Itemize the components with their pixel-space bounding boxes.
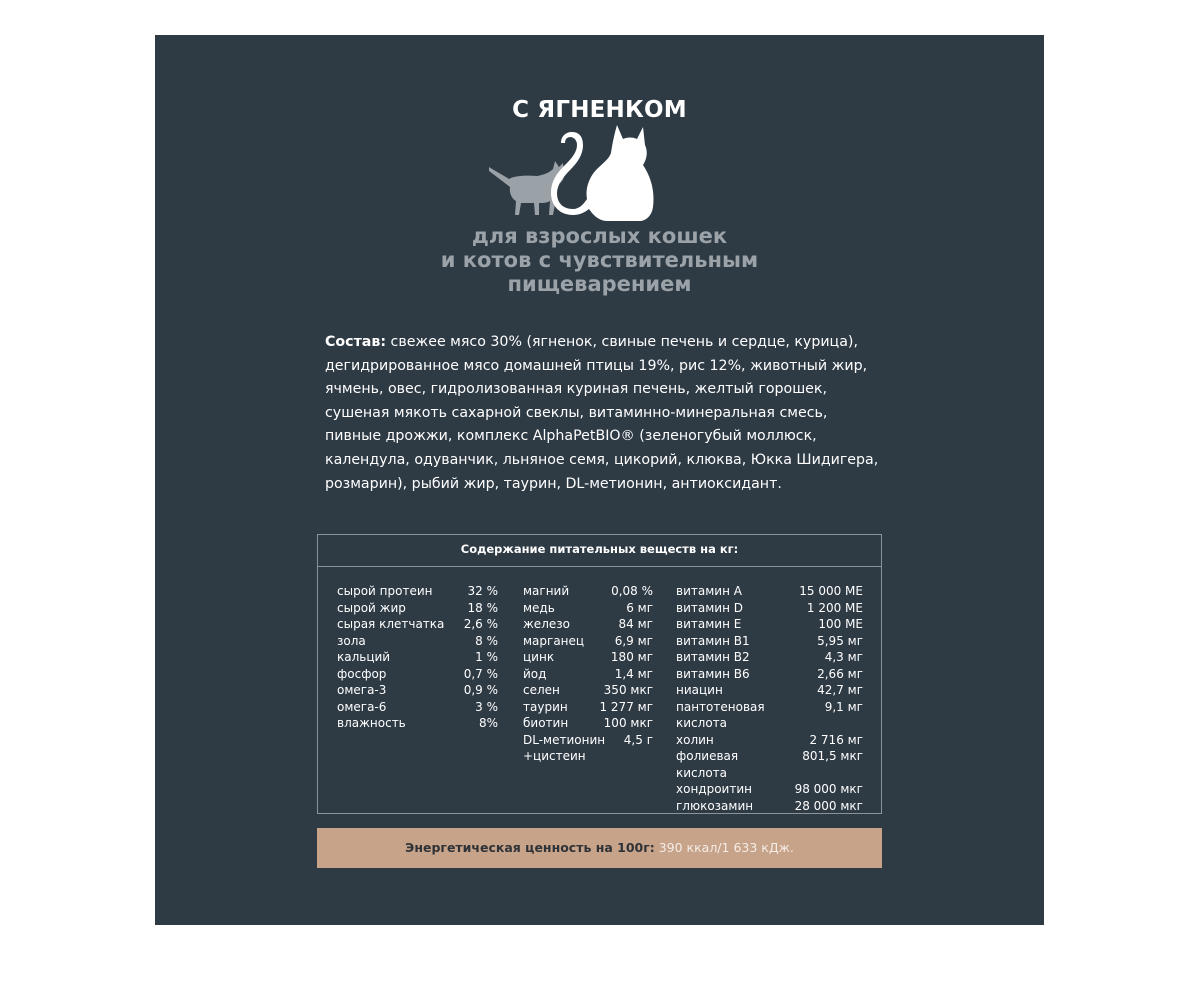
nutrient-value: 1,4 мг	[614, 666, 653, 681]
nutrient-value: 6,9 мг	[614, 633, 653, 648]
nutrient-name: витамин B6	[676, 666, 750, 681]
nutrient-value: 1 %	[475, 650, 498, 664]
energy-value: 390 ккал/1 633 кДж.	[654, 840, 794, 855]
nutrient-value: 42,7 мг	[817, 683, 863, 697]
nutrient-value: 4,3 мг	[824, 650, 863, 664]
table-row	[676, 798, 863, 815]
nutrient-name: пантотеновая кислота	[676, 699, 765, 730]
table-row	[337, 715, 498, 732]
nutrient-value: 18 %	[467, 600, 498, 615]
subtitle-line: пищеварением	[507, 272, 692, 296]
table-row	[676, 732, 863, 749]
nutrient-name: фосфор	[337, 666, 387, 681]
table-row	[523, 616, 653, 633]
nutrient-name: сырой протеин	[337, 584, 433, 598]
table-row	[676, 666, 863, 683]
table-row	[523, 682, 653, 699]
table-row	[523, 649, 653, 666]
nutrient-value: 0,08 %	[611, 584, 653, 598]
table-row	[676, 633, 863, 650]
nutrients-title: Содержание питательных веществ на кг:	[460, 542, 739, 556]
nutrient-name: витамин A	[676, 584, 742, 598]
table-row	[337, 666, 498, 683]
nutrient-value: 0,9 %	[463, 683, 498, 697]
table-row	[676, 649, 863, 666]
nutrient-name: магний	[523, 584, 570, 598]
nutrient-value: 100 мкг	[603, 716, 653, 730]
nutrient-value: 2,6 %	[463, 617, 498, 631]
nutrient-value: 9,1 мг	[824, 699, 863, 714]
nutrient-value: 100 МЕ	[818, 617, 863, 631]
table-row	[676, 748, 863, 781]
nutrient-name: влажность	[337, 716, 406, 730]
table-row	[523, 633, 653, 650]
nutrient-name: фолиевая кислота	[676, 749, 739, 780]
product-subtitle	[155, 224, 1044, 296]
nutrient-name: селен	[523, 683, 560, 697]
nutrient-name: витамин B2	[676, 650, 750, 664]
nutrient-name: холин	[676, 732, 714, 747]
cats-illustration	[485, 123, 685, 227]
nutrient-name: медь	[523, 600, 555, 615]
nutrient-name: сырой жир	[337, 600, 406, 615]
nutrient-value: 3 %	[475, 699, 498, 714]
product-title: С ЯГНЕНКОМ	[512, 97, 687, 123]
nutrient-name: хондроитин	[676, 782, 752, 796]
nutrient-value: 8 %	[475, 633, 498, 648]
nutrients-column-3	[676, 583, 863, 814]
nutrient-value: 2,66 мг	[817, 666, 863, 681]
table-row	[523, 600, 653, 617]
nutrient-name: омега-3	[337, 683, 387, 697]
nutrient-value: 4,5 г	[623, 732, 653, 747]
large-cat-icon	[551, 125, 654, 221]
table-row	[676, 682, 863, 699]
nutrient-value: 32 %	[467, 584, 498, 598]
table-row	[523, 715, 653, 732]
nutrients-column-1	[337, 583, 498, 732]
table-row	[523, 583, 653, 600]
nutrient-value: 1 277 мг	[599, 699, 653, 714]
product-panel	[155, 35, 1044, 925]
table-row	[523, 666, 653, 683]
table-row	[337, 699, 498, 716]
energy-label: Энергетическая ценность на 100г:	[405, 840, 655, 855]
nutrient-name: витамин E	[676, 617, 742, 631]
table-row	[337, 583, 498, 600]
nutrient-name: омега-6	[337, 699, 387, 714]
table-row	[337, 633, 498, 650]
nutrient-name: глюкозамин	[676, 798, 754, 813]
subtitle-line: и котов с чувствительным	[440, 248, 759, 272]
nutrient-value: 180 мг	[610, 650, 653, 664]
nutrient-value: 801,5 мкг	[802, 749, 863, 763]
energy-value-bar	[317, 828, 882, 868]
nutrient-name: биотин	[523, 716, 569, 730]
table-row	[523, 732, 653, 765]
nutrient-name: таурин	[523, 699, 568, 714]
table-row	[337, 682, 498, 699]
table-row	[676, 616, 863, 633]
nutrients-divider	[318, 566, 881, 567]
nutrient-name: DL-метионин +цистеин	[523, 732, 606, 763]
nutrient-name: витамин D	[676, 600, 743, 615]
nutrient-value: 1 200 МЕ	[806, 600, 863, 615]
composition-label: Состав:	[325, 334, 387, 350]
nutrient-value: 15 000 МЕ	[799, 584, 863, 598]
nutrients-table	[317, 534, 882, 814]
table-row	[676, 781, 863, 798]
composition-text	[325, 331, 885, 496]
composition-body: свежее мясо 30% (ягненок, свиные печень и сердце, курица), дегидрированное мясо домашней птицы 19%, рис 12%, животный жир, ячмень, овес, гидролизованная куриная печень, желтый горошек, сушеная мякоть сахарной свеклы, витаминно-минеральная смесь, пивные дрожжи, комплекс AlphaPetBIO® (зеленогубый моллюск, календула, одуванчик, льняное семя, цикорий, клюква, Юкка Шидигера, розмарин), рыбий жир, таурин, DL-метионин, антиоксидант.	[325, 334, 879, 492]
nutrient-value: 350 мкг	[603, 683, 653, 697]
nutrient-value: 28 000 мкг	[794, 798, 863, 813]
nutrient-name: зола	[337, 633, 366, 648]
nutrient-value: 0,7 %	[463, 666, 498, 681]
nutrient-name: железо	[523, 617, 570, 631]
table-row	[676, 583, 863, 600]
nutrient-value: 2 716 мг	[809, 732, 863, 747]
nutrients-column-2	[523, 583, 653, 765]
table-row	[676, 699, 863, 732]
nutrient-name: витамин B1	[676, 633, 750, 648]
nutrient-name: кальций	[337, 650, 391, 664]
table-row	[337, 616, 498, 633]
table-row	[676, 600, 863, 617]
nutrient-name: марганец	[523, 633, 585, 648]
table-row	[337, 649, 498, 666]
nutrient-value: 84 мг	[618, 617, 653, 631]
table-row	[337, 600, 498, 617]
nutrient-value: 6 мг	[626, 600, 653, 615]
nutrient-name: цинк	[523, 650, 555, 664]
subtitle-line: для взрослых кошек	[471, 224, 728, 248]
nutrient-value: 8%	[478, 716, 498, 730]
table-row	[523, 699, 653, 716]
nutrient-value: 98 000 мкг	[794, 782, 863, 796]
nutrient-value: 5,95 мг	[817, 633, 863, 648]
nutrient-name: йод	[523, 666, 547, 681]
nutrient-name: ниацин	[676, 683, 723, 697]
nutrient-name: сырая клетчатка	[337, 617, 445, 631]
